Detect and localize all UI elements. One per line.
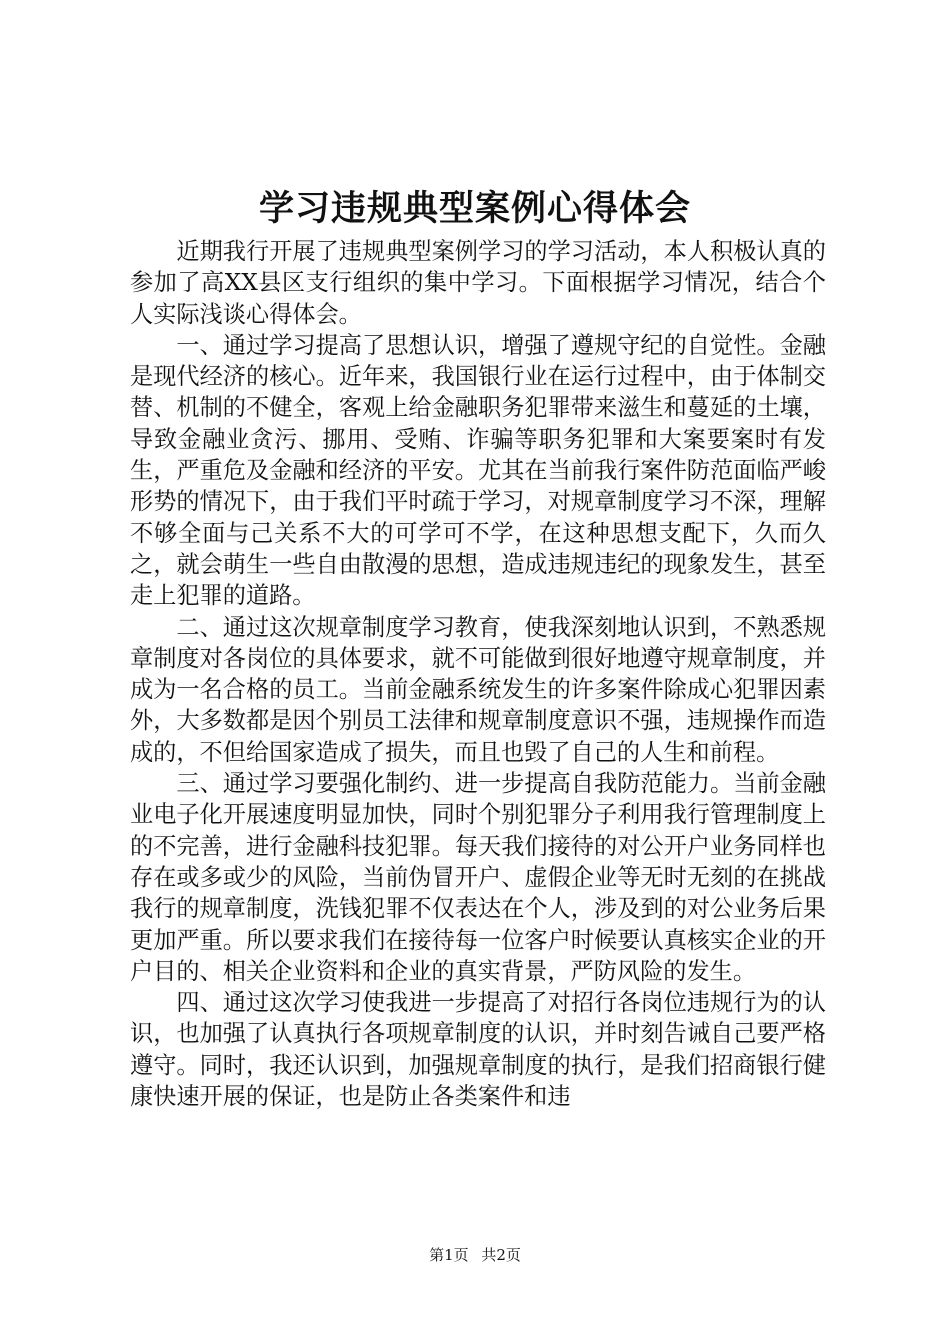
document-body	[130, 236, 826, 1112]
document-title: 学习违规典型案例心得体会	[258, 188, 691, 229]
paragraph-point-2: 二、通过这次规章制度学习教育，使我深刻地认识到，不熟悉规章制度对各岗位的具体要求，就不可能做到很好地遵守规章制度，并成为一名合格的员工。当前金融系统发生的许多案件除成心犯罪因素外，大多数都是因个别员工法律和规章制度意识不强，违规操作而造成的，不但给国家造成了损失，而且也毁了自己的人生和前程。	[130, 613, 826, 766]
paragraph-point-3: 三、通过学习要强化制约、进一步提高自我防范能力。当前金融业电子化开展速度明显加快，同时个别犯罪分子利用我行管理制度上的不完善，进行金融科技犯罪。每天我们接待的对公开户业务同样也存在或多或少的风险，当前伪冒开户、虚假企业等无时无刻的在挑战我行的规章制度，洗钱犯罪不仅表达在个人，涉及到的对公业务后果更加严重。所以要求我们在接待每一位客户时候要认真核实企业的开户目的、相关企业资料和企业的真实背景，严防风险的发生。	[130, 770, 826, 985]
paragraph-intro: 近期我行开展了违规典型案例学习的学习活动，本人积极认真的参加了高XX县区支行组织的集中学习。下面根据学习情况，结合个人实际浅谈心得体会。	[130, 238, 826, 328]
paragraph-point-4: 四、通过这次学习使我进一步提高了对招行各岗位违规行为的认识，也加强了认真执行各项规章制度的认识，并时刻告诫自己要严格遵守。同时，我还认识到，加强规章制度的执行，是我们招商银行健康快速开展的保证，也是防止各类案件和违	[130, 989, 826, 1111]
paragraph-point-1: 一、通过学习提高了思想认识，增强了遵规守纪的自觉性。金融是现代经济的核心。近年来，我国银行业在运行过程中，由于体制交替、机制的不健全，客观上给金融职务犯罪带来滋生和蔓延的土壤，导致金融业贪污、挪用、受贿、诈骗等职务犯罪和大案要案时有发生，严重危及金融和经济的平安。尤其在当前我行案件防范面临严峻形势的情况下，由于我们平时疏于学习，对规章制度学习不深，理解不够全面与己关系不大的可学可不学，在这种思想支配下，久而久之，就会萌生一些自由散漫的思想，造成违规违纪的现象发生，甚至走上犯罪的道路。	[130, 331, 826, 610]
page-footer	[0, 1245, 950, 1265]
page-number-total: 共2页	[481, 1246, 521, 1264]
page-number-current: 第1页	[429, 1246, 469, 1264]
